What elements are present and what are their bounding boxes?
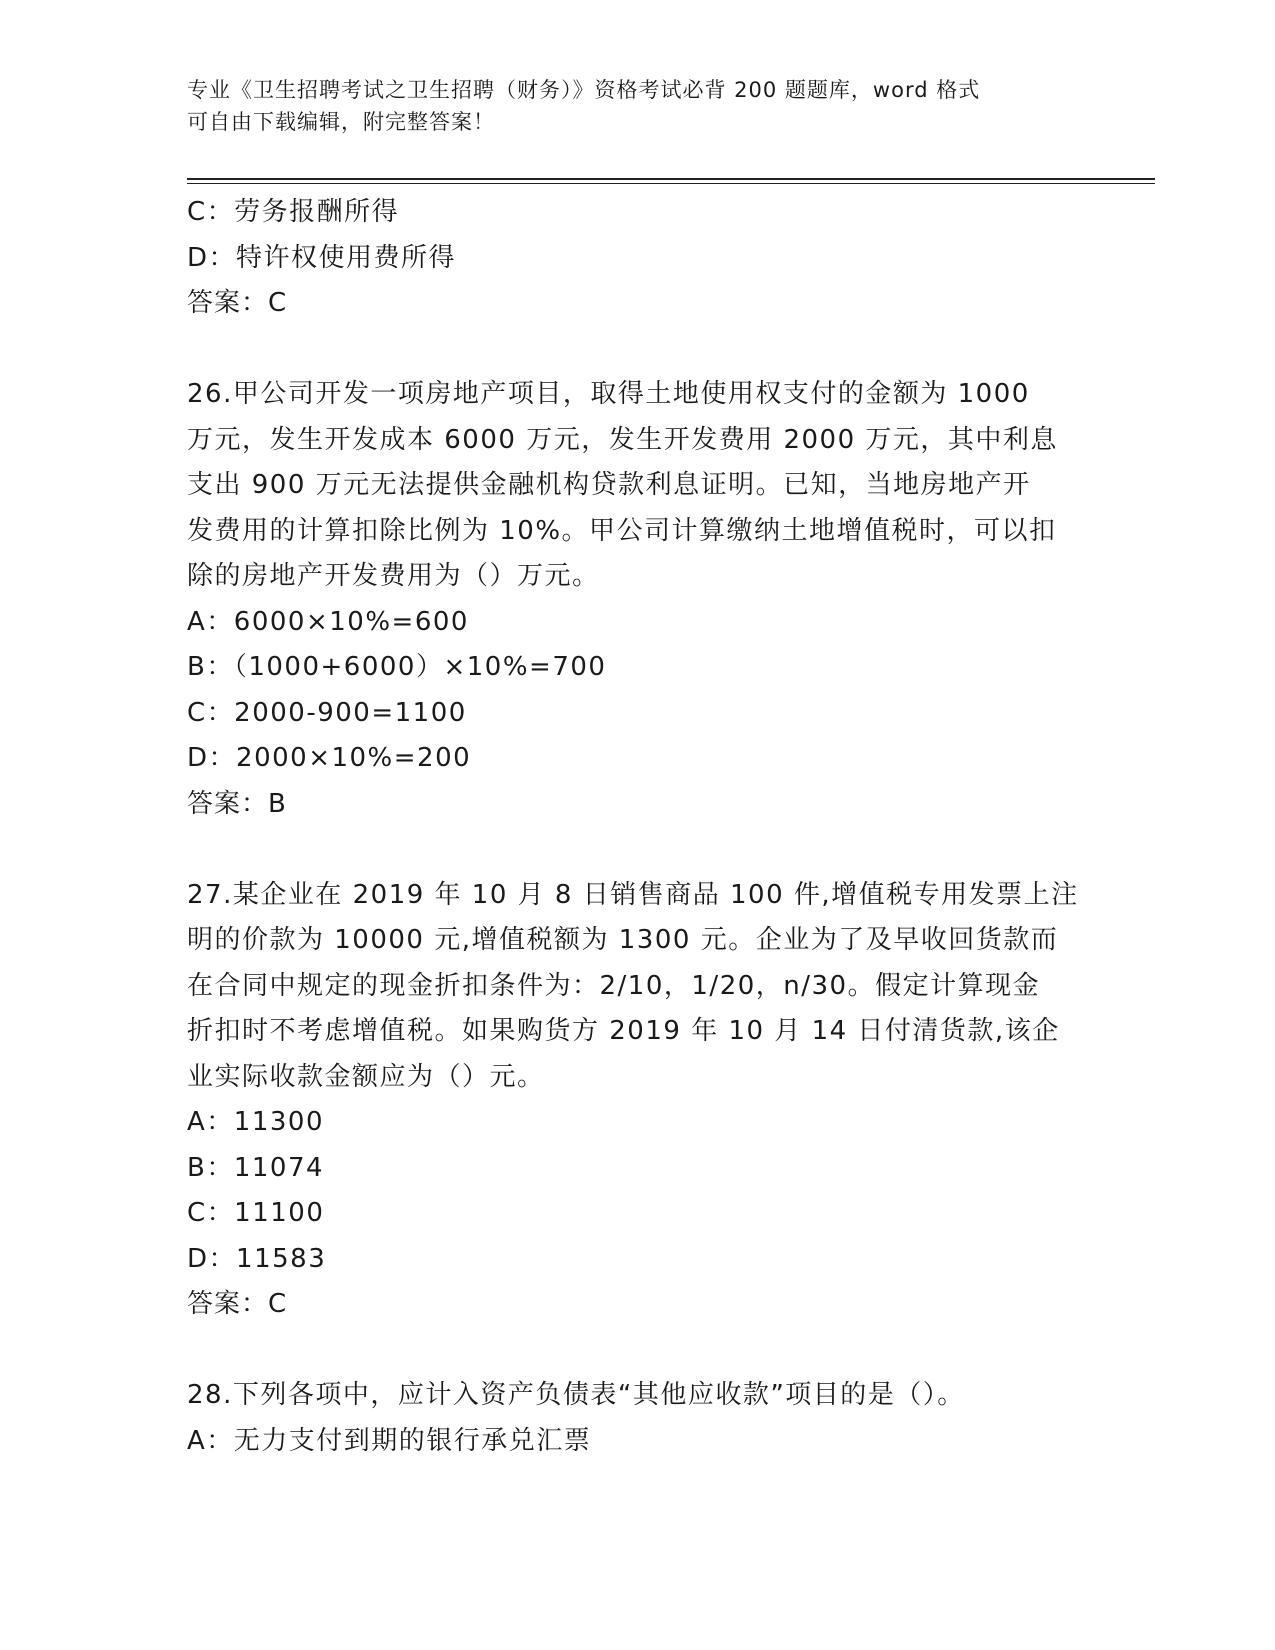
q27-stem-line: 明的价款为 10000 元,增值税额为 1300 元。企业为了及早收回货款而 <box>187 925 1059 955</box>
question-26 <box>187 372 1087 827</box>
q27-option-b: B：11074 <box>187 1152 325 1183</box>
prev-answer: 答案：C <box>187 288 288 318</box>
header-rule-thick <box>187 178 1155 180</box>
q27-answer: 答案：C <box>187 1289 288 1319</box>
q26-answer: 答案：B <box>187 788 287 819</box>
header-rule-thin <box>187 183 1155 184</box>
q26-stem-line: 26.甲公司开发一项房地产项目，取得土地使用权支付的金额为 1000 <box>187 379 1030 409</box>
spacer <box>187 827 1087 873</box>
document-header <box>187 74 1087 138</box>
q27-stem-line: 在合同中规定的现金折扣条件为：2/10，1/20，n/30。假定计算现金 <box>187 970 1041 1001</box>
q26-option-c: C：2000-900=1100 <box>187 697 467 728</box>
q27-option-a: A：11300 <box>187 1107 324 1137</box>
q27-stem-line: 27.某企业在 2019 年 10 月 8 日销售商品 100 件,增值税专用发票上注 <box>187 879 1079 910</box>
q26-stem-line: 除的房地产开发费用为（）万元。 <box>187 561 600 591</box>
q26-option-a: A：6000×10%=600 <box>187 606 469 637</box>
q26-option-d: D：2000×10%=200 <box>187 743 472 773</box>
q27-stem-line: 业实际收款金额应为（）元。 <box>187 1061 545 1092</box>
q26-stem-line: 发费用的计算扣除比例为 10%。甲公司计算缴纳土地增值税时，可以扣 <box>187 515 1057 546</box>
q27-stem-line: 折扣时不考虑增值税。如果购货方 2019 年 10 月 14 日付清货款,该企 <box>187 1016 1060 1046</box>
question-28 <box>187 1373 1087 1464</box>
question-content <box>187 190 1087 1464</box>
prev-option-c: C：劳务报酬所得 <box>187 197 400 227</box>
q26-stem-line: 支出 900 万元无法提供金融机构贷款利息证明。已知，当地房地产开 <box>187 470 1031 500</box>
spacer <box>187 327 1087 373</box>
q28-stem-line: 28.下列各项中，应计入资产负债表“其他应收款”项目的是（）。 <box>187 1380 965 1410</box>
q28-option-a: A：无力支付到期的银行承兑汇票 <box>187 1425 592 1456</box>
spacer <box>187 1328 1087 1374</box>
question-27 <box>187 873 1087 1328</box>
q27-option-d: D：11583 <box>187 1243 327 1274</box>
header-title-line-2: 可自由下载编辑，附完整答案！ <box>187 110 495 134</box>
q26-stem-line: 万元，发生开发成本 6000 万元，发生开发费用 2000 万元，其中利息 <box>187 424 1058 455</box>
q27-option-c: C：11100 <box>187 1198 325 1228</box>
header-title-line-1: 专业《卫生招聘考试之卫生招聘（财务）》资格考试必背 200 题题库，word 格式 <box>187 78 981 102</box>
prev-option-d: D：特许权使用费所得 <box>187 242 457 273</box>
q26-option-b: B：（1000+6000）×10%=700 <box>187 652 607 682</box>
